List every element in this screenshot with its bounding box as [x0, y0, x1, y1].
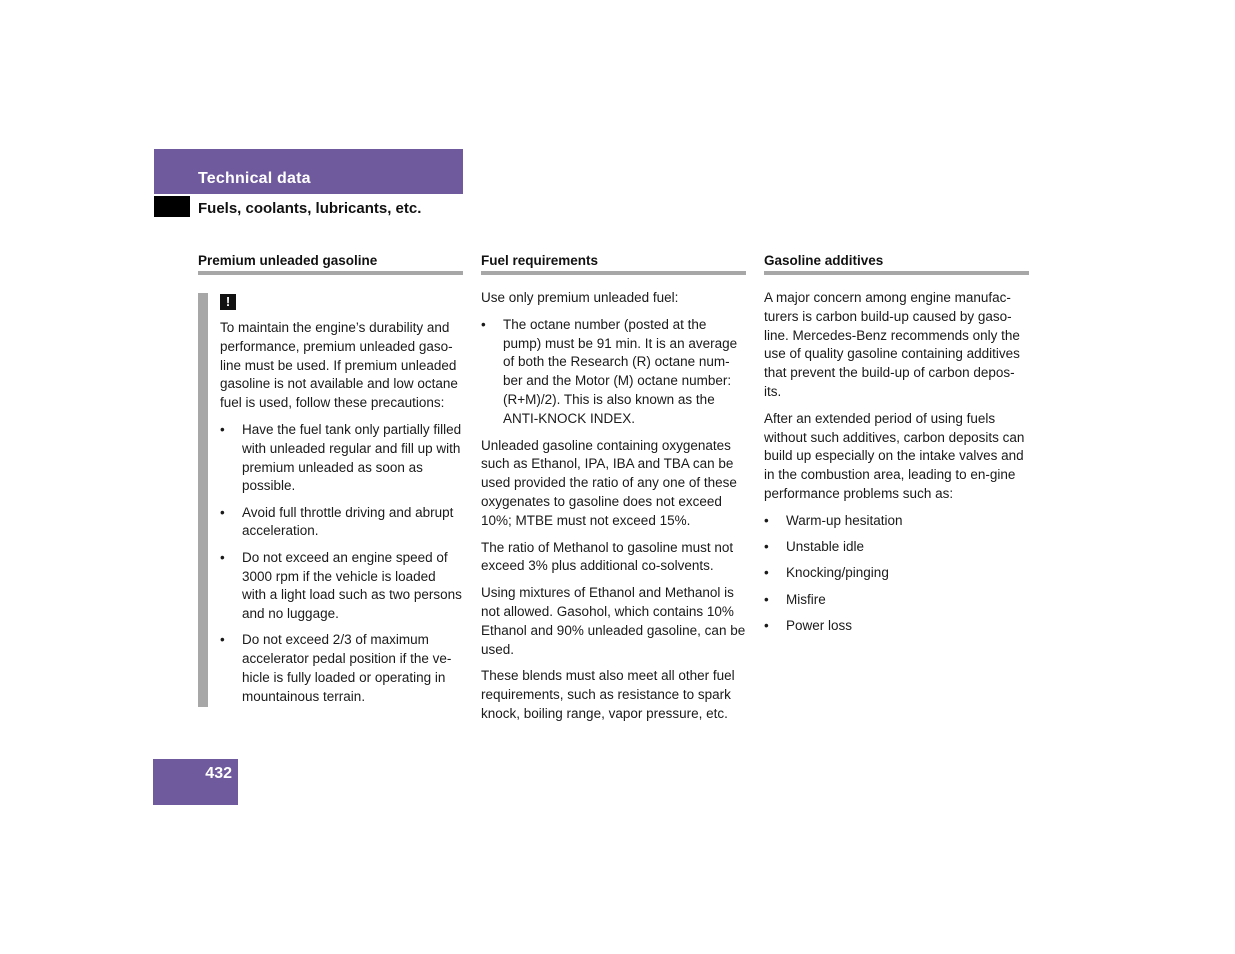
page-number: 432 [153, 759, 238, 805]
column-heading: Premium unleaded gasoline [198, 253, 463, 275]
column-heading: Fuel requirements [481, 253, 746, 275]
problems-list [764, 512, 1029, 636]
paragraph: A major concern among engine manufac-turers is carbon build-up caused by gaso-line. Mercedes-Benz recommends only the use of quality gasoline containing additives that prevent the build-up of carbon depos-its. [764, 290, 1020, 399]
list-item: • Unstable idle [764, 538, 1029, 557]
column-gasoline-additives [764, 253, 1029, 644]
paragraph: These blends must also meet all other fuel requirements, such as resistance to spark knock, boiling range, vapor pressure, etc. [481, 668, 735, 721]
column-body [481, 289, 746, 724]
list-item: • Knocking/pinging [764, 564, 1029, 583]
section-title: Technical data [198, 170, 311, 187]
warning-icon: ! [220, 294, 236, 310]
precautions-list [220, 421, 463, 707]
column-fuel-requirements [481, 253, 746, 732]
warning-intro: To maintain the engine’s durability and performance, premium unleaded gaso-line must be used. If premium unleaded gasoline is not available and low octane fuel is used, follow these precautions: [220, 320, 458, 411]
requirements-list [481, 316, 746, 429]
list-item: • Have the fuel tank only partially filled with unleaded regular and fill up with premium unleaded as soon as possible. [220, 421, 463, 496]
paragraph: The ratio of Methanol to gasoline must not exceed 3% plus additional co-solvents. [481, 539, 734, 574]
column-heading: Gasoline additives [764, 253, 1029, 275]
paragraph: After an extended period of using fuels without such additives, carbon deposits can build up especially on the intake valves and in the combustion area, leading to en-gine performance problems such as: [764, 410, 1025, 501]
warning-box [198, 293, 463, 707]
section-tab [154, 149, 463, 194]
subsection-marker [154, 196, 190, 217]
list-item: • Misfire [764, 591, 1029, 610]
list-item: • Do not exceed 2/3 of maximum accelerator pedal position if the ve-hicle is fully loaded or operating in mountainous terrain. [220, 631, 463, 706]
column-body [764, 289, 1029, 636]
list-item: • Warm-up hesitation [764, 512, 1029, 531]
list-item: • The octane number (posted at the pump) must be 91 min. It is an average of both the Research (R) octane num-ber and the Motor (M) octane number: (R+M)/2). This is also known as the ANTI-KNOCK INDEX. [481, 316, 746, 429]
list-item: • Power loss [764, 617, 1029, 636]
warning-bar [198, 293, 208, 707]
paragraph: Use only premium unleaded fuel: [481, 290, 679, 305]
subsection-title: Fuels, coolants, lubricants, etc. [198, 200, 422, 217]
list-item: • Avoid full throttle driving and abrupt acceleration. [220, 504, 463, 542]
paragraph: Unleaded gasoline containing oxygenates such as Ethanol, IPA, IBA and TBA can be used provided the ratio of any one of these oxygenates to gasoline does not exceed 10%; MTBE must not exceed 15%. [481, 437, 737, 528]
paragraph: Using mixtures of Ethanol and Methanol is not allowed. Gasohol, which contains 10% Ethanol and 90% unleaded gasoline, can be used. [481, 585, 746, 657]
column-premium-unleaded [198, 253, 463, 707]
list-item: • Do not exceed an engine speed of 3000 rpm if the vehicle is loaded with a light load such as two persons and no luggage. [220, 549, 463, 624]
